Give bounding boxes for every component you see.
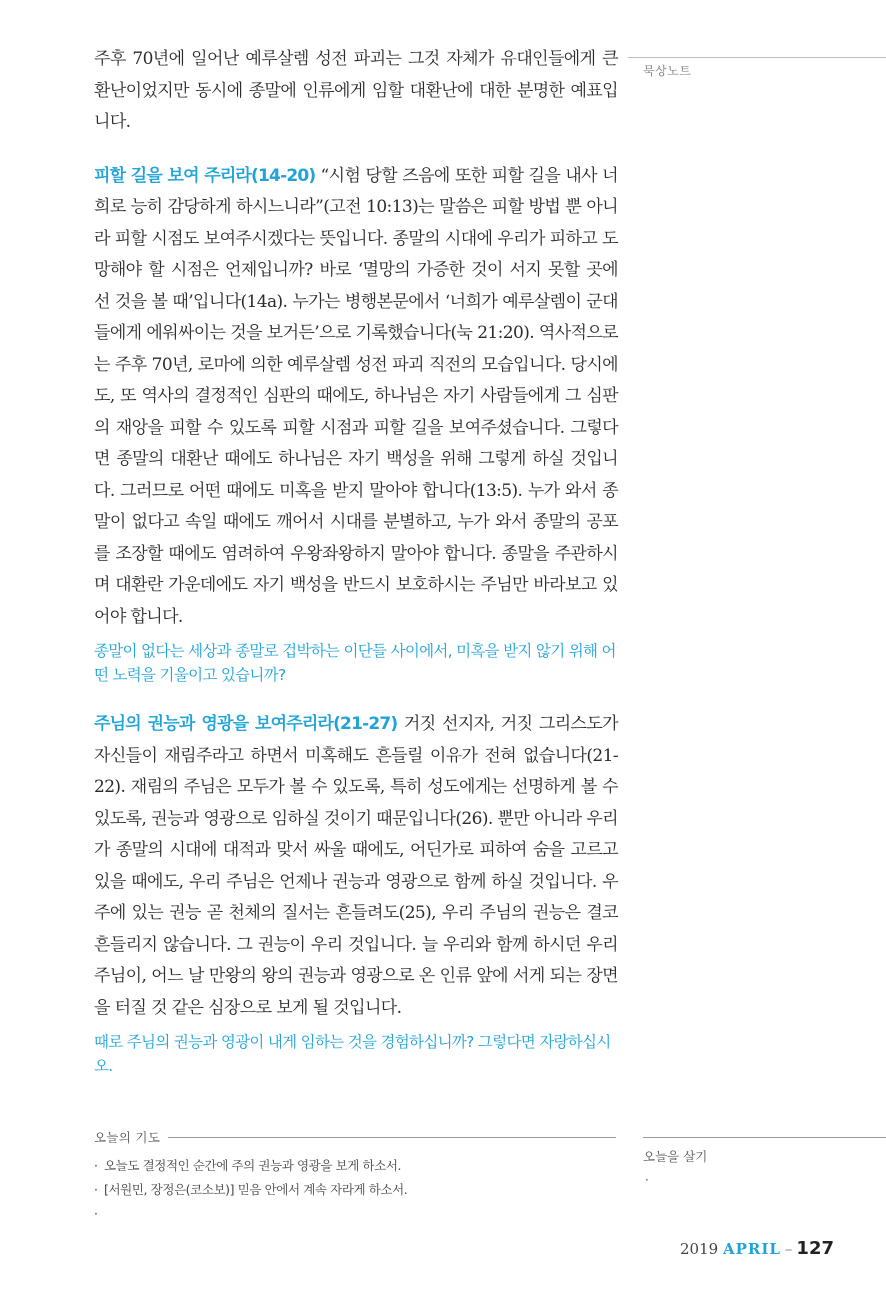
- living-title: 오늘을 살기: [643, 1149, 708, 1164]
- prayer-item: · 오늘도 결정적인 순간에 주의 권능과 영광을 보게 하소서.: [94, 1154, 616, 1178]
- sidebar-divider: [628, 57, 886, 58]
- section-escape: [94, 161, 618, 688]
- section-escape-heading: 피할 길을 보여 주리라(14-20): [94, 165, 316, 186]
- prayer-divider: [168, 1137, 616, 1138]
- bullet-icon: ·: [94, 1158, 98, 1173]
- main-content: [94, 44, 618, 1078]
- prayer-title: 오늘의 기도: [94, 1130, 161, 1145]
- prayer-header: [94, 1128, 616, 1146]
- page-number: 127: [796, 1238, 834, 1259]
- section-glory-paragraph: [94, 709, 618, 1024]
- section-escape-question: 종말이 없다는 세상과 종말로 겁박하는 이단들 사이에서, 미혹을 받지 않기 위해 어떤 노력을 기울이고 있습니까?: [94, 642, 616, 684]
- section-glory-question: 때로 주님의 권능과 영광이 내게 임하는 것을 경험하십니까? 그렇다면 자랑하십시오.: [94, 1033, 611, 1075]
- footer-dash: –: [784, 1240, 793, 1258]
- prayer-item: [94, 1202, 616, 1226]
- bullet-icon: ·: [94, 1206, 98, 1221]
- prayer-item: · [서원민, 장정은(코소보)] 믿음 안에서 계속 자라게 하소서.: [94, 1178, 616, 1202]
- section-escape-paragraph: [94, 161, 618, 634]
- section-glory-heading: 주님의 권능과 영광을 보여주리라(21-27): [94, 714, 398, 734]
- section-glory: [94, 709, 618, 1078]
- meditation-note-label: 묵상노트: [643, 64, 692, 78]
- bullet-icon: ·: [94, 1182, 98, 1197]
- bullet-icon: ·: [645, 1173, 649, 1187]
- page-footer: [680, 1238, 834, 1259]
- todays-prayer: [94, 1128, 616, 1226]
- prayer-list: [94, 1154, 616, 1226]
- footer-month: APRIL: [722, 1240, 781, 1258]
- intro-paragraph: 주후 70년에 일어난 예루살렘 성전 파괴는 그것 자체가 유대인들에게 큰 환난이었지만 동시에 종말에 인류에게 임할 대환난에 대한 분명한 예표입니다.: [94, 49, 618, 132]
- living-divider: [643, 1137, 886, 1138]
- section-escape-body: “시험 당할 즈음에 또한 피할 길을 내사 너희로 능히 감당하게 하시느니라”(고전 10:13)는 말씀은 피할 방법 뿐 아니라 피할 시점도 보여주시겠다는 뜻입니다. 종말의 시대에 우리가 피하고 도망해야 할 시점은 언제입니까? 바로 ‘멸망의 가증한 것이 서지 못할 곳에 선 것을 볼 때’입니다(14a). 누가는 병행본문에서 ‘너희가 예루살렘이 군대들에게 에워싸이는 것을 보거든’으로 기록했습니다(눅 21:20). 역사적으로는 주후 70년, 로마에 의한 예루살렘 성전 파괴 직전의 모습입니다. 당시에도, 또 역사의 결정적인 심판의 때에도, 하나님은 자기 사람들에게 그 심판의 재앙을 피할 수 있도록 피할 시점과 피할 길을 보여주셨습니다. 그렇다면 종말의 대환난 때에도 하나님은 자기 백성을 위해 그렇게 하실 것입니다. 그러므로 어떤 때에도 미혹을 받지 말아야 합니다(13:5). 누가 와서 종말이 없다고 속일 때에도 깨어서 시대를 분별하고, 누가 와서 종말의 공포를 조장할 때에도 염려하여 우왕좌왕하지 말아야 합니다. 종말을 주관하시며 대환란 가운데에도 자기 백성을 반드시 보호하시는 주님만 바라보고 있어야 합니다.: [94, 165, 618, 627]
- footer-year: 2019: [680, 1240, 719, 1258]
- section-glory-body: 거짓 선지자, 거짓 그리스도가 자신들이 재림주라고 하면서 미혹해도 흔들릴 이유가 전혀 없습니다(21-22). 재림의 주님은 모두가 볼 수 있도록, 특히 성도에게는 선명하게 볼 수 있도록, 권능과 영광으로 임하실 것이기 때문입니다(26). 뿐만 아니라 우리가 종말의 시대에 대적과 맞서 싸울 때에도, 어딘가로 피하여 숨을 고르고 있을 때에도, 우리 주님은 언제나 권능과 영광으로 함께 하실 것입니다. 우주에 있는 권능 곧 천체의 질서는 흔들려도(25), 우리 주님의 권능은 결코 흔들리지 않습니다. 그 권능이 우리 것입니다. 늘 우리와 함께 하시던 우리 주님이, 어느 날 만왕의 왕의 권능과 영광으로 온 인류 앞에 서게 되는 장면을 터질 것 같은 심장으로 보게 될 것입니다.: [94, 714, 618, 1018]
